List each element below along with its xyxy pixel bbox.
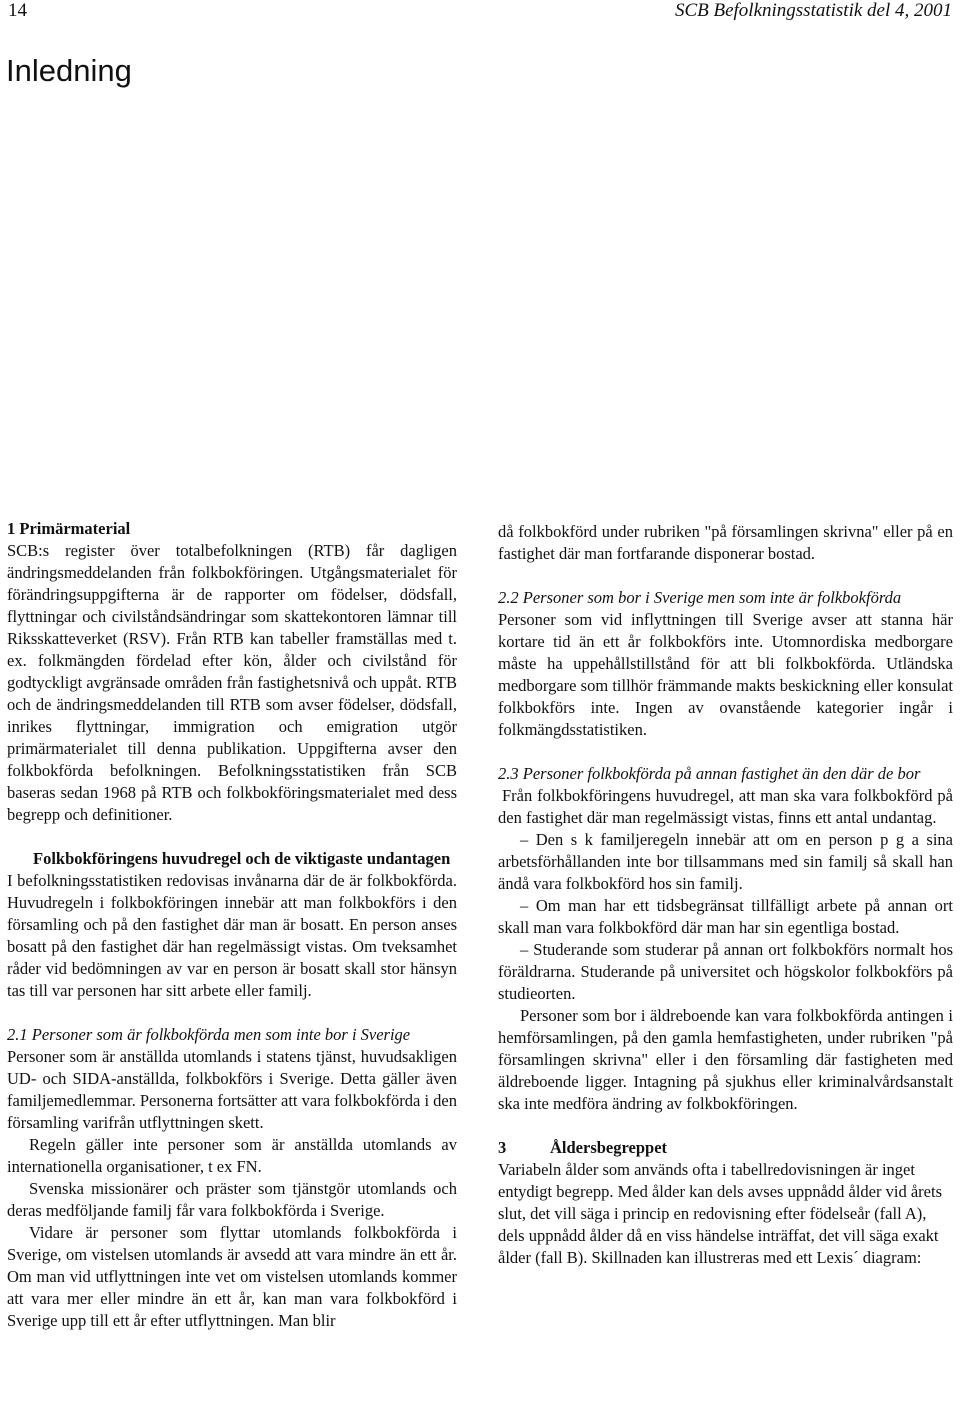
section-2-1-paragraph-4: Vidare är personer som flyttar utomlands folkbokförda i Sverige, om vistelsen utomlands är avsedd att vara mindre än ett år. Om man vid utflyttningen inte vet om vistelsen utomlands kommer att vara mer eller mindre än ett år, kan man vara folkbokförd i Sverige upp till ett år efter utflyttningen. Man blir (7, 1223, 457, 1330)
section-2-2-heading: 2.2 Personer som bor i Sverige men som inte är folkbokförda (498, 588, 902, 607)
section-3-body: Variabeln ålder som används ofta i tabellredovisningen är inget entydigt begrepp. Med ålder kan dels avses uppnådd ålder vid årets slut, det vill säga i princip en redovisning efter födelseår (fall A), dels uppnådd ålder då en viss händelse inträffat, det vill säga exakt ålder (fall B). Skillnaden kan illustreras med ett Lexis´ diagram: (498, 1160, 942, 1267)
section-2-2-body: Personer som vid inflyttningen till Sverige avser att stanna här kortare tid än ett år folkbokförs inte. Utomnordiska medborgare måste ha uppehållstillstånd för att bli folkbokförda. Utländska medborgare som tillhör främmande makts beskickning eller konsulat folkbokförs inte. Ingen av ovanstående kategorier ingår i folkmängdsstatistiken. (498, 610, 953, 739)
section-2-title: Folkbokföringens huvudregel och de viktigaste undantagen (33, 849, 451, 868)
section-2-1-heading: 2.1 Personer som är folkbokförda men som inte bor i Sverige (7, 1025, 411, 1044)
section-2-3-paragraph-5: Personer som bor i äldreboende kan vara folkbokförda antingen i hemförsamlingen, på den gamla hemfastigheten, under rubriken "på församlingen skrivna" eller i den församling där fastigheten med äldreboende ligger. Intagning på sjukhus eller kriminalvårdsanstalt ska inte medföra ändring av folkbokföringen. (498, 1006, 953, 1113)
page-number: 14 (8, 0, 27, 21)
section-2-3-paragraph-3: – Om man har ett tidsbegränsat tillfälligt arbete på annan ort skall man vara folkbokförd där man har sin egentliga bostad. (498, 896, 953, 937)
right-column (498, 521, 953, 1269)
section-2-3-heading: 2.3 Personer folkbokförda på annan fastighet än den där de bor (498, 764, 921, 783)
section-2-1-paragraph-1: Personer som är anställda utomlands i statens tjänst, huvudsakligen UD- och SIDA-anställda, folkbokförs i Sverige. Detta gäller även familjemedlemmar. Personerna fortsätter att vara folkbokförda i den församling varifrån utflyttningen skett. (7, 1047, 457, 1132)
section-3-title: Åldersbegreppet (550, 1138, 668, 1157)
chapter-title: Inledning (6, 53, 132, 88)
section-2-3-paragraph-4: – Studerande som studerar på annan ort folkbokförs normalt hos föräldrarna. Studerande på universitet och högskolor folkbokförs på studieorten. (498, 940, 953, 1003)
section-1-heading: 1 Primärmaterial (7, 519, 131, 538)
section-2-body: I befolkningsstatistiken redovisas invånarna där de är folkbokförda. Huvudregeln i folkbokföringen innebär att man folkbokförs i den församling och på den fastighet där man är bosatt. En person anses bosatt på den fastighet där han regelmässigt vistas. Om tveksamhet råder vid bedömningen av var en person är bosatt skall stor hänsyn tas till var personen har sitt arbete eller familj. (7, 871, 457, 1000)
section-2-3-paragraph-2: – Den s k familjeregeln innebär att om en person p g a sina arbetsförhållanden inte bor tillsammans med sin familj så skall han ändå vara folkbokförd hos sin familj. (498, 830, 953, 893)
section-2-3-paragraph-1: Från folkbokföringens huvudregel, att man ska vara folkbokförd på den fastighet där man regelmässigt vistas, finns ett antal undantag. (498, 786, 953, 827)
running-header: SCB Befolkningsstatistik del 4, 2001 (674, 0, 952, 21)
section-2-1-paragraph-2: Regeln gäller inte personer som är anställda utomlands av internationella organisationer, t ex FN. (7, 1135, 457, 1176)
left-column (7, 518, 457, 1332)
continued-paragraph: då folkbokförd under rubriken "på församlingen skrivna" eller på en fastighet där man fortfarande disponerar bostad. (498, 522, 953, 563)
section-3-heading (498, 1137, 953, 1159)
section-2-heading (7, 848, 457, 870)
section-1-body: SCB:s register över totalbefolkningen (RTB) får dagligen ändringsmeddelanden från folkbokföringen. Utgångsmaterialet för förändringsuppgifterna är de rapporter om födelser, dödsfall, flyttningar och civilståndsändringar som skattekontoren lämnar till Riksskatteverket (RSV). Från RTB kan tabeller framställas med t. ex. folkmängden fördelad efter kön, ålder och civilstånd för godtyckligt avgränsade områden från fastighetsnivå och uppåt. RTB och de ändringsmeddelanden till RTB som avser födelser, dödsfall, inrikes flyttningar, immigration och emigration utgör primärmaterialet till denna publikation. Uppgifterna avser den folkbokförda befolkningen. Befolkningsstatistiken från SCB baseras sedan 1968 på RTB och folkbokföringsmaterialet med dess begrepp och definitioner. (7, 541, 457, 824)
section-2-number (7, 848, 33, 870)
section-3-number: 3 (498, 1138, 507, 1157)
section-2-1-paragraph-3: Svenska missionärer och präster som tjänstgör utomlands och deras medföljande familj får vara folkbokförda i Sverige. (7, 1179, 457, 1220)
